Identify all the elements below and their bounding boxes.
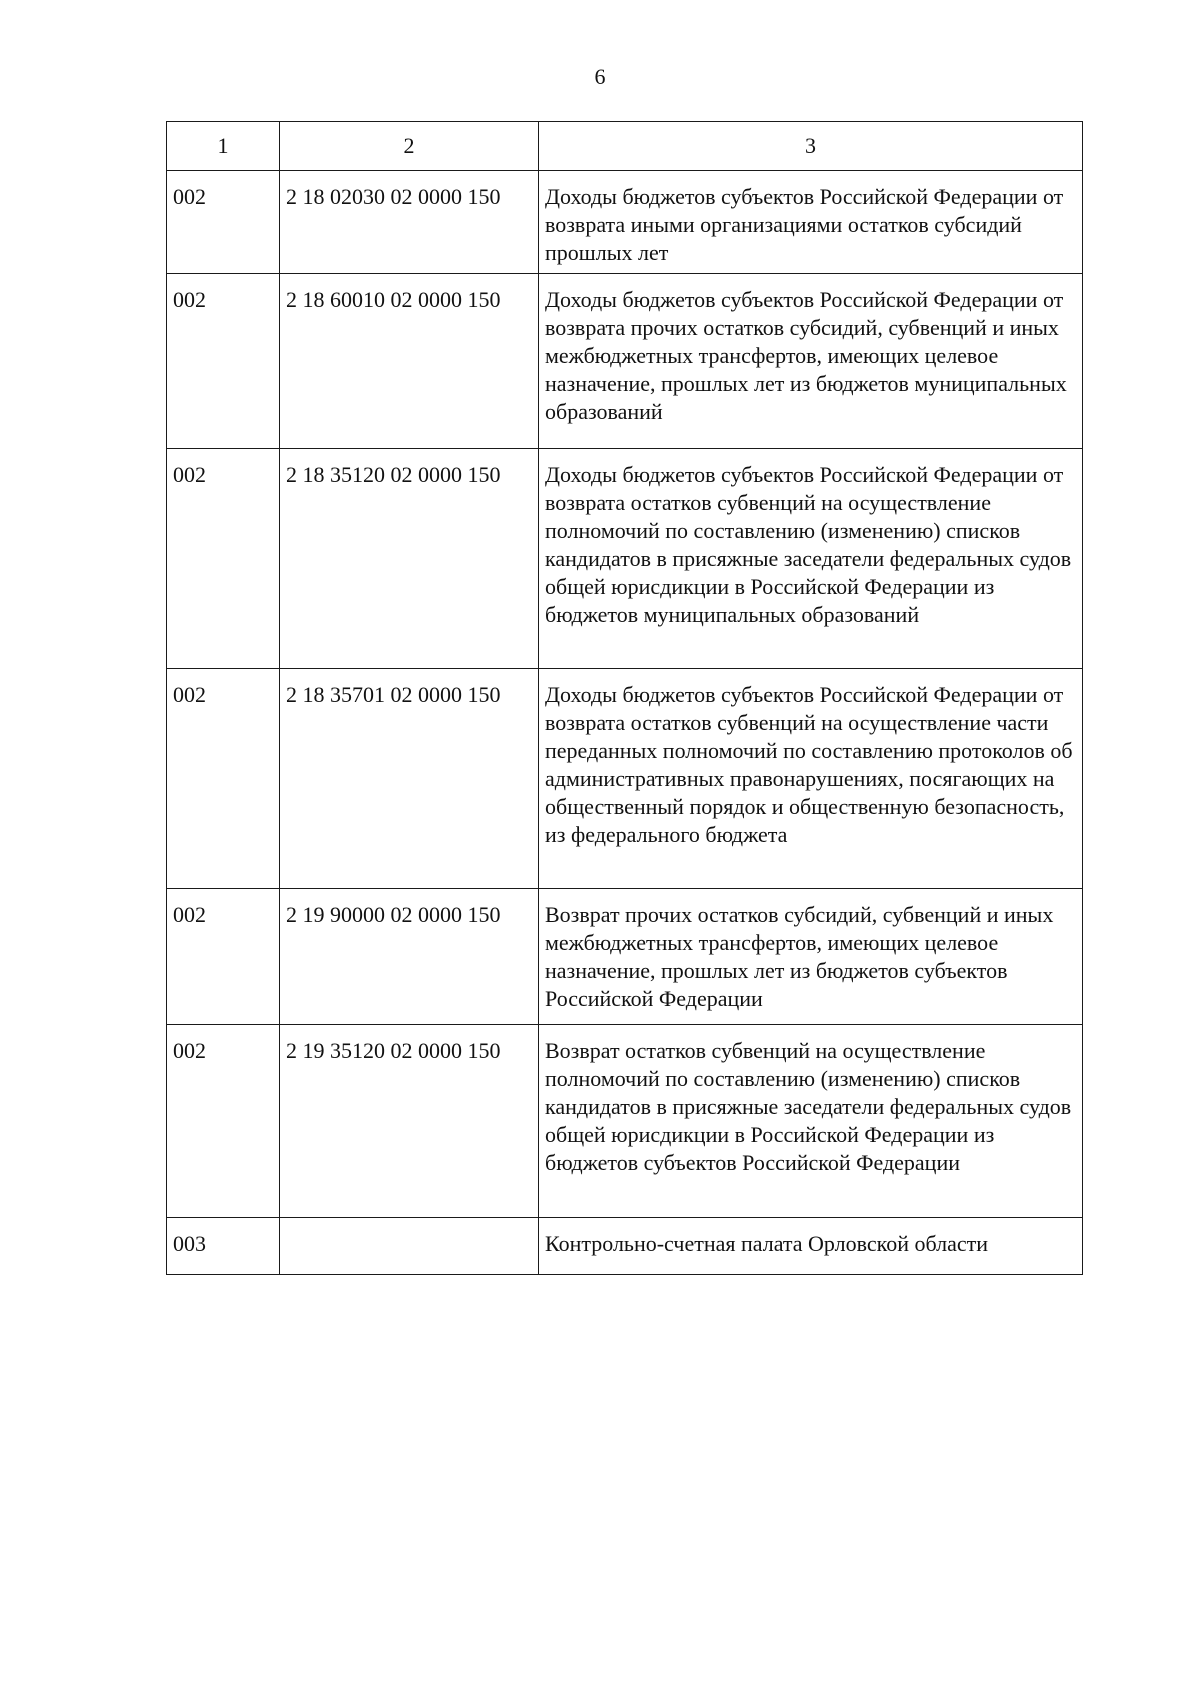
column-header-1: 1 <box>167 122 280 171</box>
table-body <box>167 171 1083 1275</box>
budget-code-cell <box>280 1218 539 1275</box>
admin-code-cell: 002 <box>167 274 280 449</box>
budget-code-cell: 2 18 35701 02 0000 150 <box>280 669 539 889</box>
budget-code-cell: 2 19 35120 02 0000 150 <box>280 1025 539 1218</box>
budget-code-cell: 2 18 60010 02 0000 150 <box>280 274 539 449</box>
budget-code-cell: 2 18 02030 02 0000 150 <box>280 171 539 274</box>
admin-code-cell: 003 <box>167 1218 280 1275</box>
revenue-name-cell: Возврат остатков субвенций на осуществление полномочий по составлению (изменению) списков кандидатов в присяжные заседатели федеральных судов общей юрисдикции в Российской Федерации из бюджетов субъектов Российской Федерации <box>539 1025 1083 1218</box>
admin-code-cell: 002 <box>167 1025 280 1218</box>
table-row <box>167 669 1083 889</box>
budget-code-cell: 2 18 35120 02 0000 150 <box>280 449 539 669</box>
admin-code-cell: 002 <box>167 449 280 669</box>
table-row <box>167 889 1083 1025</box>
table-row <box>167 1025 1083 1218</box>
table-row <box>167 171 1083 274</box>
revenue-codes-table <box>166 121 1083 1275</box>
table-row <box>167 274 1083 449</box>
table-row <box>167 449 1083 669</box>
admin-code-cell: 002 <box>167 171 280 274</box>
revenue-name-cell: Доходы бюджетов субъектов Российской Федерации от возврата иными организациями остатков субсидий прошлых лет <box>539 171 1083 274</box>
revenue-name-cell: Контрольно-счетная палата Орловской области <box>539 1218 1083 1275</box>
budget-code-cell: 2 19 90000 02 0000 150 <box>280 889 539 1025</box>
page-number: 6 <box>594 64 606 89</box>
revenue-name-cell: Доходы бюджетов субъектов Российской Федерации от возврата прочих остатков субсидий, субвенций и иных межбюджетных трансфертов, имеющих целевое назначение, прошлых лет из бюджетов муниципальных образований <box>539 274 1083 449</box>
admin-code-cell: 002 <box>167 669 280 889</box>
table-header <box>167 122 1083 171</box>
column-header-2: 2 <box>280 122 539 171</box>
column-header-3: 3 <box>539 122 1083 171</box>
revenue-name-cell: Возврат прочих остатков субсидий, субвенций и иных межбюджетных трансфертов, имеющих целевое назначение, прошлых лет из бюджетов субъектов Российской Федерации <box>539 889 1083 1025</box>
revenue-name-cell: Доходы бюджетов субъектов Российской Федерации от возврата остатков субвенций на осуществление полномочий по составлению (изменению) списков кандидатов в присяжные заседатели федеральных судов общей юрисдикции в Российской Федерации из бюджетов муниципальных образований <box>539 449 1083 669</box>
header-row <box>167 122 1083 171</box>
revenue-name-cell: Доходы бюджетов субъектов Российской Федерации от возврата остатков субвенций на осуществление части переданных полномочий по составлению протоколов об административных правонарушениях, посягающих на общественный порядок и общественную безопасность, из федерального бюджета <box>539 669 1083 889</box>
admin-code-cell: 002 <box>167 889 280 1025</box>
table-row <box>167 1218 1083 1275</box>
